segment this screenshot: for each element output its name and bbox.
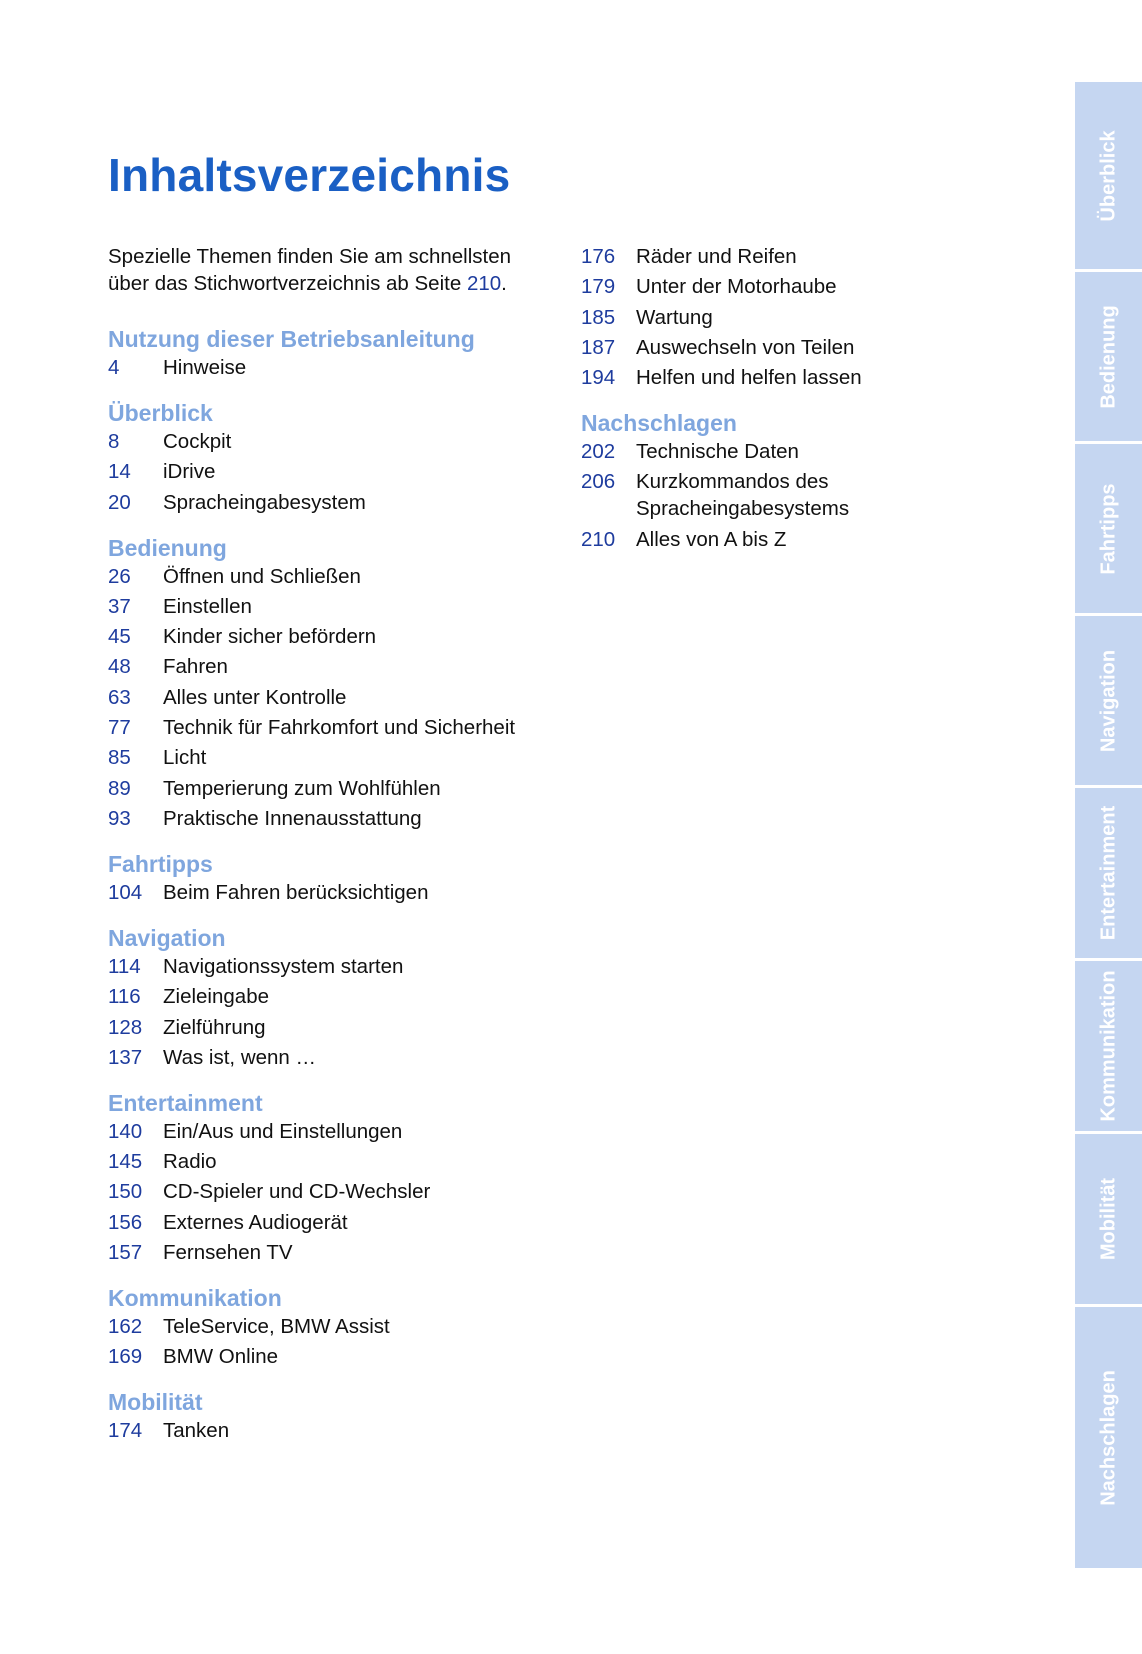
toc-entry[interactable] <box>108 1014 548 1041</box>
entry-label: Technische Daten <box>636 440 799 464</box>
tab-entertainment[interactable] <box>1075 788 1142 961</box>
toc-entry[interactable] <box>108 744 548 771</box>
entry-label: Kinder sicher befördern <box>163 625 377 649</box>
entry-label: Einstellen <box>163 594 252 618</box>
toc-entry[interactable] <box>581 334 1021 361</box>
toc-entry[interactable] <box>108 653 548 680</box>
entry-label: Praktische Innenausstattung <box>163 806 422 830</box>
page-number: 20 <box>108 490 131 514</box>
page-number: 37 <box>108 594 131 618</box>
tab-fahrtipps[interactable] <box>1075 444 1142 616</box>
entry-label: iDrive <box>163 460 216 484</box>
toc-entry[interactable] <box>108 1239 548 1266</box>
toc-entry[interactable] <box>108 428 548 455</box>
page-number: 26 <box>108 564 131 588</box>
entry-label: Fahren <box>163 655 228 679</box>
tab-label: Nachschlagen <box>1097 1369 1119 1506</box>
page-number: 48 <box>108 655 131 679</box>
toc-entry[interactable] <box>581 526 1021 553</box>
toc-entry[interactable] <box>108 775 548 802</box>
entry-label: Radio <box>163 1150 217 1174</box>
entry-label: Hinweise <box>163 356 247 379</box>
tab-mobilitaet[interactable] <box>1075 1134 1142 1307</box>
tab-ueberblick[interactable] <box>1075 82 1142 272</box>
toc-entry[interactable] <box>108 879 548 906</box>
entry-label: Navigationssystem starten <box>163 954 404 978</box>
page-number: 187 <box>581 335 616 359</box>
page-number: 140 <box>108 1119 143 1143</box>
entry-label: Unter der Motorhaube <box>636 275 837 299</box>
section-title[interactable]: Nutzung dieser Betriebsanleitung <box>108 326 475 352</box>
entry-label: Alles von A bis Z <box>636 527 787 551</box>
entry-label: Räder und Reifen <box>636 245 797 268</box>
page-number: 63 <box>108 685 131 709</box>
intro-line-1: Spezielle Themen finden Sie am schnellsten <box>108 245 512 268</box>
toc-entry[interactable] <box>108 1118 548 1145</box>
entry-label: Spracheingabesystem <box>163 490 366 514</box>
tab-navigation[interactable] <box>1075 616 1142 788</box>
section-title[interactable]: Bedienung <box>108 534 227 561</box>
tab-label: Entertainment <box>1097 805 1119 941</box>
page-number: 104 <box>108 880 143 904</box>
entry-label: Zieleingabe <box>163 985 269 1009</box>
tab-bedienung[interactable] <box>1075 272 1142 444</box>
tab-label: Kommunikation <box>1097 970 1119 1122</box>
page-number: 137 <box>108 1045 143 1069</box>
entry-label: Kurzkommandos des Spracheingabesystems <box>636 470 850 521</box>
section-nachschlagen <box>581 408 1021 553</box>
page-number: 4 <box>108 356 120 379</box>
page-number: 206 <box>581 470 616 494</box>
section-title[interactable]: Kommunikation <box>108 1285 282 1312</box>
section-fahrtipps <box>108 849 548 906</box>
page-number: 85 <box>108 746 131 770</box>
page-number: 202 <box>581 440 616 464</box>
intro-period: . <box>501 272 507 295</box>
section-title[interactable]: Überblick <box>108 400 213 426</box>
entry-label: Tanken <box>163 1419 230 1443</box>
tab-label: Navigation <box>1097 649 1119 752</box>
page-number: 89 <box>108 776 131 800</box>
entry-label: Technik für Fahrkomfort und Sicherheit <box>163 716 516 740</box>
entry-label: Beim Fahren berücksichtigen <box>163 880 429 904</box>
page-number: 8 <box>108 430 120 453</box>
toc-entry[interactable] <box>108 1044 548 1071</box>
page-number: 93 <box>108 806 131 830</box>
page-number: 114 <box>108 954 141 978</box>
page-number: 77 <box>108 716 131 740</box>
toc-entry[interactable] <box>581 243 1021 270</box>
section-mobilitaet <box>108 1387 548 1444</box>
section-title[interactable]: Fahrtipps <box>108 850 213 877</box>
intro-line-2: über das Stichwortverzeichnis ab Seite <box>108 272 467 295</box>
page-number: 156 <box>108 1210 143 1234</box>
page-number: 169 <box>108 1345 143 1369</box>
section-bedienung <box>108 533 548 832</box>
toc-entry[interactable] <box>108 983 548 1010</box>
entry-label: CD-Spieler und CD-Wechsler <box>163 1180 431 1204</box>
page-number: 116 <box>108 985 141 1009</box>
toc-entry[interactable] <box>108 623 548 650</box>
page-number: 174 <box>108 1419 143 1443</box>
entry-label: Zielführung <box>163 1015 266 1039</box>
entry-label: Helfen und helfen lassen <box>636 366 862 390</box>
page-number: 157 <box>108 1241 143 1265</box>
index-page-link[interactable]: 210 <box>466 272 502 295</box>
toc-column-left <box>108 243 548 1461</box>
page-number: 150 <box>108 1180 143 1204</box>
page-number: 14 <box>108 460 131 484</box>
tab-kommunikation[interactable] <box>1075 961 1142 1134</box>
tab-label: Bedienung <box>1097 304 1119 409</box>
tab-label: Überblick <box>1097 129 1119 222</box>
page-title: Inhaltsverzeichnis <box>108 149 511 201</box>
toc-entry[interactable] <box>581 438 1021 465</box>
entry-label: Alles unter Kontrolle <box>163 685 347 709</box>
toc-entry[interactable] <box>581 273 1021 300</box>
toc-column-right <box>581 243 1021 570</box>
toc-entry[interactable] <box>108 593 548 620</box>
entry-label: Temperierung zum Wohlfühlen <box>163 776 441 800</box>
toc-entry[interactable] <box>108 714 548 741</box>
section-entertainment <box>108 1088 548 1266</box>
toc-entry[interactable] <box>108 1178 548 1205</box>
entry-label: Cockpit <box>163 430 232 453</box>
entry-label: Öffnen und Schließen <box>163 564 361 588</box>
section-kommunikation <box>108 1283 548 1370</box>
section-title[interactable]: Navigation <box>108 924 226 951</box>
toc-entry[interactable] <box>108 354 548 381</box>
toc-entry[interactable] <box>108 1209 548 1236</box>
page-number: 179 <box>581 275 616 299</box>
toc-entry[interactable] <box>108 458 548 485</box>
page-number: 145 <box>108 1150 143 1174</box>
section-navigation <box>108 923 548 1071</box>
section-ueberblick <box>108 398 548 516</box>
toc-entry[interactable] <box>108 805 548 832</box>
section-mobilitaet-continued <box>581 243 1021 391</box>
entry-label: Licht <box>163 746 207 770</box>
page-number: 210 <box>581 527 616 551</box>
toc-entry[interactable] <box>108 563 548 590</box>
entry-label: Auswechseln von Teilen <box>636 335 855 359</box>
toc-entry[interactable] <box>108 1417 548 1444</box>
entry-label: Wartung <box>636 305 713 329</box>
entry-label: Externes Audiogerät <box>163 1210 348 1234</box>
tab-label: Mobilität <box>1097 1177 1119 1261</box>
page-number: 128 <box>108 1015 143 1039</box>
tab-label: Fahrtipps <box>1097 482 1119 575</box>
entry-label: BMW Online <box>163 1345 279 1369</box>
toc-entry[interactable] <box>581 304 1021 331</box>
toc-entry[interactable] <box>581 364 1021 391</box>
entry-label: Ein/Aus und Einstellungen <box>163 1119 403 1143</box>
entry-label: Fernsehen TV <box>163 1241 293 1265</box>
tab-nachschlagen[interactable] <box>1075 1307 1142 1568</box>
page-number: 162 <box>108 1315 143 1339</box>
entry-label: Was ist, wenn … <box>163 1045 317 1069</box>
toc-entry[interactable] <box>108 953 548 980</box>
page-number: 194 <box>581 366 616 390</box>
chapter-tabs <box>1075 82 1142 1568</box>
toc-entry[interactable] <box>108 1313 548 1340</box>
toc-entry[interactable] <box>108 1343 548 1370</box>
section-title[interactable]: Mobilität <box>108 1389 203 1416</box>
page-number: 185 <box>581 305 616 329</box>
section-nutzung <box>108 324 548 381</box>
toc-entry[interactable] <box>108 489 548 516</box>
section-title[interactable]: Entertainment <box>108 1089 263 1116</box>
page-number: 45 <box>108 625 131 649</box>
toc-entry[interactable] <box>581 468 1021 522</box>
section-title[interactable]: Nachschlagen <box>581 410 737 437</box>
intro-text <box>108 243 548 297</box>
page-number: 176 <box>581 245 616 268</box>
entry-label: TeleService, BMW Assist <box>163 1315 390 1339</box>
toc-entry[interactable] <box>108 684 548 711</box>
toc-entry[interactable] <box>108 1148 548 1175</box>
